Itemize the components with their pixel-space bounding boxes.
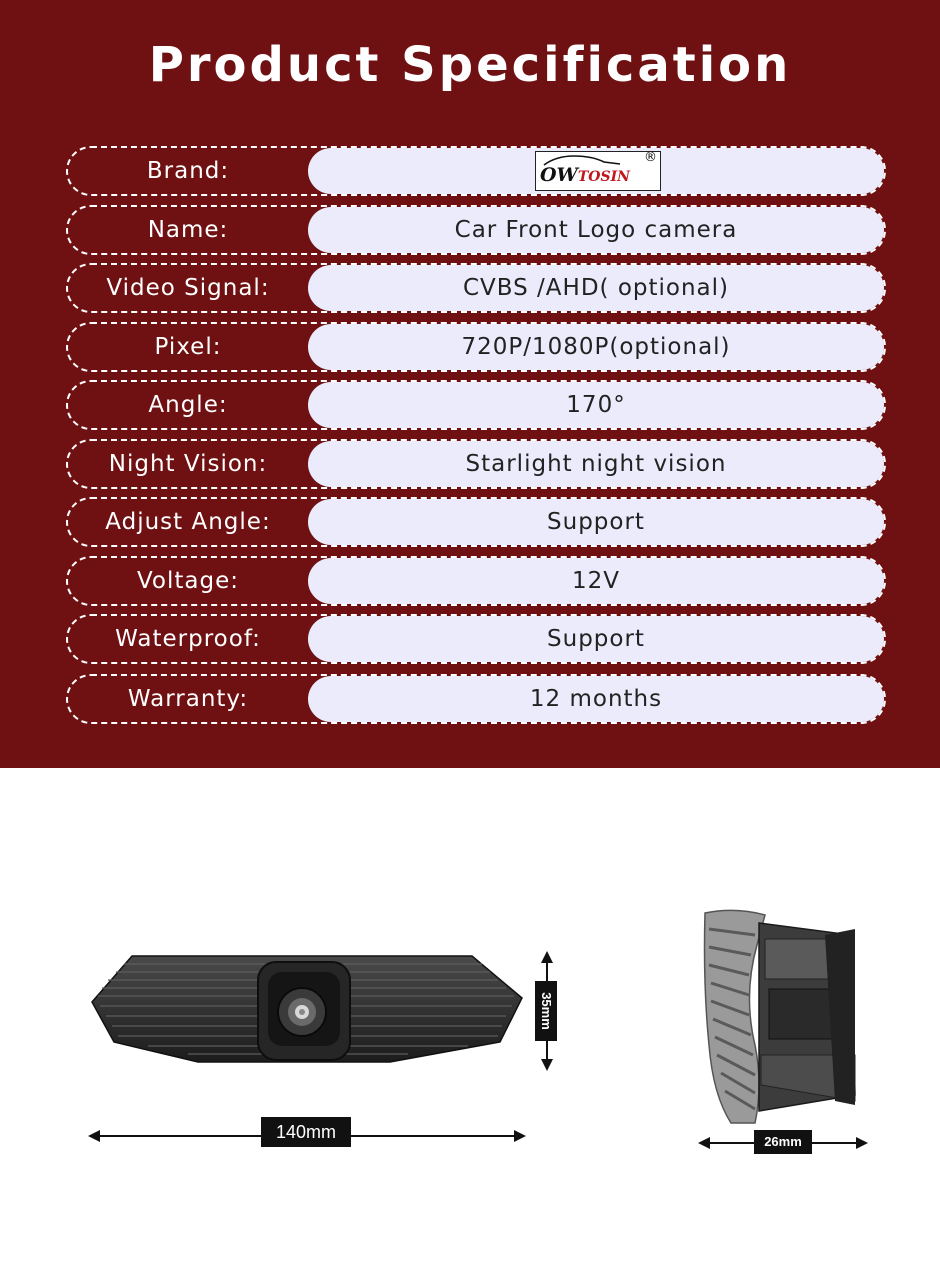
spec-label: Night Vision:: [108, 451, 268, 477]
spec-label: Warranty:: [127, 686, 249, 712]
brand-logo: [535, 151, 661, 191]
spec-row-brand: [66, 146, 886, 196]
spec-label: Voltage:: [136, 568, 240, 594]
spec-value: Support: [308, 616, 884, 662]
height-label: 35mm: [535, 981, 557, 1041]
registered-mark: ®: [644, 150, 658, 165]
spec-row-name: [66, 205, 886, 255]
logo-text-b: TOSIN: [577, 169, 630, 185]
spec-label: Video Signal:: [106, 275, 270, 301]
spec-row-warranty: [66, 674, 886, 724]
spec-row-pixel: [66, 322, 886, 372]
spec-value: CVBS /AHD( optional): [308, 265, 884, 311]
spec-value: 170°: [308, 382, 884, 428]
page-title: Product Specification: [148, 37, 792, 93]
car-silhouette-icon: [542, 154, 622, 166]
logo-text-a: OW: [540, 164, 578, 186]
spec-value-brand: [308, 148, 884, 194]
spec-row-video-signal: [66, 263, 886, 313]
spec-label: Waterproof:: [115, 626, 261, 652]
spec-row-angle: [66, 380, 886, 430]
spec-label: Name:: [147, 217, 229, 243]
camera-front-view: [88, 950, 528, 1075]
spec-label: Brand:: [146, 158, 230, 184]
spec-value: Car Front Logo camera: [308, 207, 884, 253]
width-label: 140mm: [261, 1117, 351, 1147]
spec-row-voltage: [66, 556, 886, 606]
camera-side-view: [695, 905, 865, 1130]
spec-label: Angle:: [148, 392, 228, 418]
spec-label: Adjust Angle:: [105, 509, 271, 535]
spec-value: Support: [308, 499, 884, 545]
depth-label: 26mm: [754, 1130, 812, 1154]
spec-row-adjust-angle: [66, 497, 886, 547]
spec-value: 12V: [308, 558, 884, 604]
spec-value: 12 months: [308, 676, 884, 722]
spec-row-waterproof: [66, 614, 886, 664]
spec-value: 720P/1080P(optional): [308, 324, 884, 370]
spec-value: Starlight night vision: [308, 441, 884, 487]
spec-row-night-vision: [66, 439, 886, 489]
spec-label: Pixel:: [154, 334, 222, 360]
